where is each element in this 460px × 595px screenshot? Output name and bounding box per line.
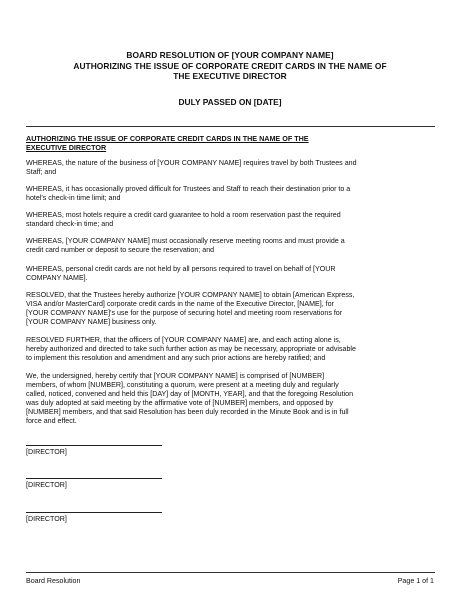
paragraph-line: hereby authorized and directed to take such further action as may be necessary, appropriate or advisable: [26, 345, 356, 354]
paragraph-line: force and effect.: [26, 417, 77, 426]
title-line-2: AUTHORIZING THE ISSUE OF CORPORATE CREDIT CARDS IN THE NAME OF: [73, 60, 387, 71]
paragraph-line: WHEREAS, the nature of the business of [YOUR COMPANY NAME] requires travel by both Trustees and: [26, 159, 357, 167]
paragraph-line: members, of whom [NUMBER], constituting a quorum, were present at a meeting duly and regularly: [26, 381, 339, 390]
paragraph-line: Staff; and: [26, 168, 57, 177]
paragraph-line: [YOUR COMPANY NAME] business only.: [26, 318, 157, 327]
signature-line-2: [26, 478, 162, 479]
paragraph-resolved-further: [26, 336, 436, 363]
paragraph-resolved: [26, 291, 436, 327]
signature-line-1: [26, 445, 162, 446]
paragraph-line: standard check-in time; and: [26, 220, 114, 229]
passed-on-date: DULY PASSED ON [DATE]: [178, 97, 282, 107]
paragraph-line: to implement this resolution and amendment and any such prior actions are hereby ratified; and: [26, 354, 326, 363]
paragraph-line: We, the undersigned, hereby certify that [YOUR COMPANY NAME] is comprised of [NUMBER]: [26, 372, 325, 380]
paragraph-line: RESOLVED FURTHER, that the officers of [YOUR COMPANY NAME] are, and each acting alone is,: [26, 336, 341, 344]
footer-page-number: Page 1 of 1: [397, 577, 434, 585]
paragraph-line: [NUMBER] members, and that said Resolution has been duly recorded in the Minute Book and is in full: [26, 408, 349, 417]
paragraph-certification: [26, 372, 436, 427]
paragraph-line: [YOUR COMPANY NAME]'s use for the purpose of securing hotel and meeting room reservations for: [26, 309, 343, 318]
section-heading: [26, 134, 431, 152]
paragraph-whereas-3: [26, 211, 436, 229]
paragraph-line: VISA and/or MasterCard] corporate credit cards in the name of the Executive Director, [NAME], for: [26, 300, 334, 309]
header-divider: [26, 126, 435, 127]
paragraph-line: was duly adopted at said meeting by the affirmative vote of [NUMBER] members, and opposed by: [26, 399, 334, 408]
paragraph-whereas-1: [26, 159, 436, 177]
paragraph-line: hotel's check-in time limit; and: [26, 194, 121, 203]
signature-label-1: [DIRECTOR]: [26, 448, 67, 456]
footer-divider: [26, 572, 435, 573]
document-title: [26, 50, 434, 82]
title-line-3: THE EXECUTIVE DIRECTOR: [173, 71, 287, 82]
signature-label-3: [DIRECTOR]: [26, 515, 67, 523]
paragraph-line: credit card number or deposit to secure the reservation; and: [26, 246, 215, 255]
paragraph-line: COMPANY NAME].: [26, 274, 88, 283]
signature-line-3: [26, 512, 162, 513]
paragraph-line: WHEREAS, [YOUR COMPANY NAME] must occasionally reserve meeting rooms and must provide a: [26, 237, 345, 245]
paragraph-line: WHEREAS, it has occasionally proved difficult for Trustees and Staff to reach their destination prior to a: [26, 185, 351, 193]
paragraph-whereas-5: [26, 265, 436, 283]
paragraph-line: WHEREAS, most hotels require a credit card guarantee to hold a room reservation past the required: [26, 211, 341, 219]
footer-document-name: Board Resolution: [26, 577, 81, 585]
title-line-1: BOARD RESOLUTION OF [YOUR COMPANY NAME]: [126, 50, 334, 60]
paragraph-line: WHEREAS, personal credit cards are not held by all persons required to travel on behalf of [YOUR: [26, 265, 336, 273]
paragraph-line: RESOLVED, that the Trustees hereby authorize [YOUR COMPANY NAME] to obtain [American Express,: [26, 291, 355, 299]
paragraph-whereas-4: [26, 237, 436, 255]
paragraph-line: called, noticed, convened and held this [DAY] day of [MONTH, YEAR], and that the foregoing Resolution: [26, 390, 354, 399]
paragraph-whereas-2: [26, 185, 436, 203]
section-heading-line-2: EXECUTIVE DIRECTOR: [26, 143, 107, 152]
section-heading-line-1: AUTHORIZING THE ISSUE OF CORPORATE CREDIT CARDS IN THE NAME OF THE: [26, 134, 309, 143]
signature-label-2: [DIRECTOR]: [26, 481, 67, 489]
